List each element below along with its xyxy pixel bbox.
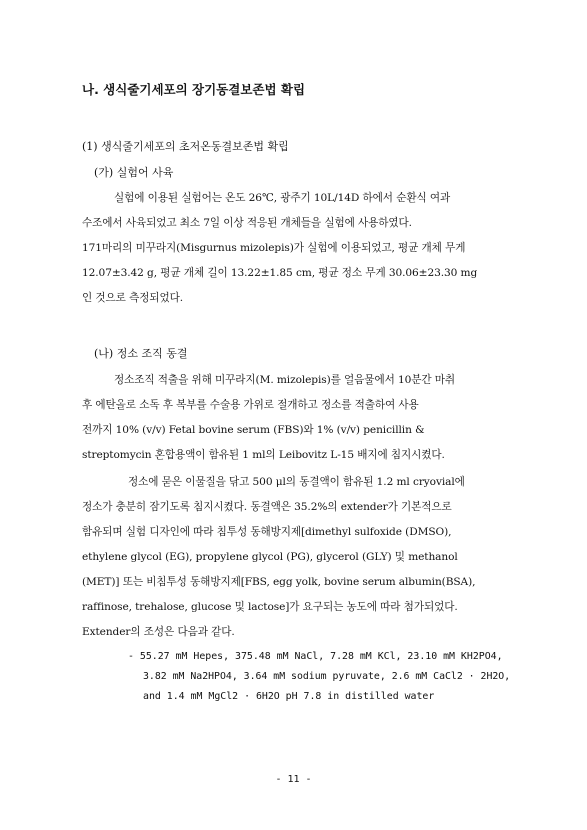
sub-a-title: (가) 실험어 사육 — [94, 166, 174, 179]
sub-b-p2-line-7: Extender의 조성은 다음과 같다. — [82, 626, 235, 638]
sub-b-p2-line-1: 정소에 묻은 이물질을 닦고 500 μl의 동결액이 함유된 1.2 ml cryovial에 — [128, 476, 465, 488]
sub-b-p2-line-6: raffinose, trehalose, glucose 및 lactose]가 요구되는 농도에 따라 첨가되었다. — [82, 601, 458, 613]
sub-b-p2-line-2: 정소가 충분히 잠기도록 침지시켰다. 동결액은 35.2%의 extender가 기본적으로 — [82, 501, 452, 513]
subsection-title: (1) 생식줄기세포의 초저온동결보존법 확립 — [82, 140, 289, 153]
sub-b-p1-line-3: 전까지 10% (v/v) Fetal bovine serum (FBS)와 1% (v/v) penicillin & — [82, 424, 425, 436]
sub-b-p1-line-2: 후 에탄올로 소독 후 복부를 수술용 가위로 절개하고 정소를 적출하여 사용 — [82, 399, 419, 411]
extender-formula-line-3: and 1.4 mM MgCl2 · 6H2O pH 7.8 in distilled water — [143, 691, 435, 702]
sub-a-line-3: 171마리의 미꾸라지(Misgurnus mizolepis)가 실험에 이용되었고, 평균 개체 무게 — [82, 242, 466, 254]
sub-a-line-1: 실험에 이용된 실험어는 온도 26℃, 광주기 10L/14D 하에서 순환식 여과 — [114, 192, 451, 204]
sub-b-p2-line-4: ethylene glycol (EG), propylene glycol (PG), glycerol (GLY) 및 methanol — [82, 551, 458, 563]
sub-b-title: (나) 정소 조직 동결 — [94, 347, 188, 360]
sub-a-line-4: 12.07±3.42 g, 평균 개체 길이 13.22±1.85 cm, 평균 정소 무게 30.06±23.30 mg — [82, 267, 478, 279]
sub-a-line-2: 수조에서 사육되었고 최소 7일 이상 적응된 개체들을 실험에 사용하였다. — [82, 217, 412, 229]
extender-formula-line-2: 3.82 mM Na2HPO4, 3.64 mM sodium pyruvate, 2.6 mM CaCl2 · 2H2O, — [143, 671, 511, 682]
section-title: 나. 생식줄기세포의 장기동결보존법 확립 — [82, 82, 306, 97]
sub-b-p2-line-5: (MET)] 또는 비침투성 동해방지제[FBS, egg yolk, bovine serum albumin(BSA), — [82, 576, 476, 588]
page-number: - 11 - — [275, 774, 312, 785]
extender-formula-line-1: - 55.27 mM Hepes, 375.48 mM NaCl, 7.28 mM KCl, 23.10 mM KH2PO4, — [128, 651, 503, 662]
sub-a-line-5: 인 것으로 측정되었다. — [82, 292, 184, 304]
sub-b-p2-line-3: 함유되며 실험 디자인에 따라 침투성 동해방지제[dimethyl sulfoxide (DMSO), — [82, 526, 452, 538]
sub-b-p1-line-1: 정소조직 적출을 위해 미꾸라지(M. mizolepis)를 얼음물에서 10분간 마취 — [114, 374, 456, 386]
sub-b-p1-line-4: streptomycin 혼합용액이 함유된 1 ml의 Leibovitz L-15 배지에 침지시켰다. — [82, 449, 445, 461]
